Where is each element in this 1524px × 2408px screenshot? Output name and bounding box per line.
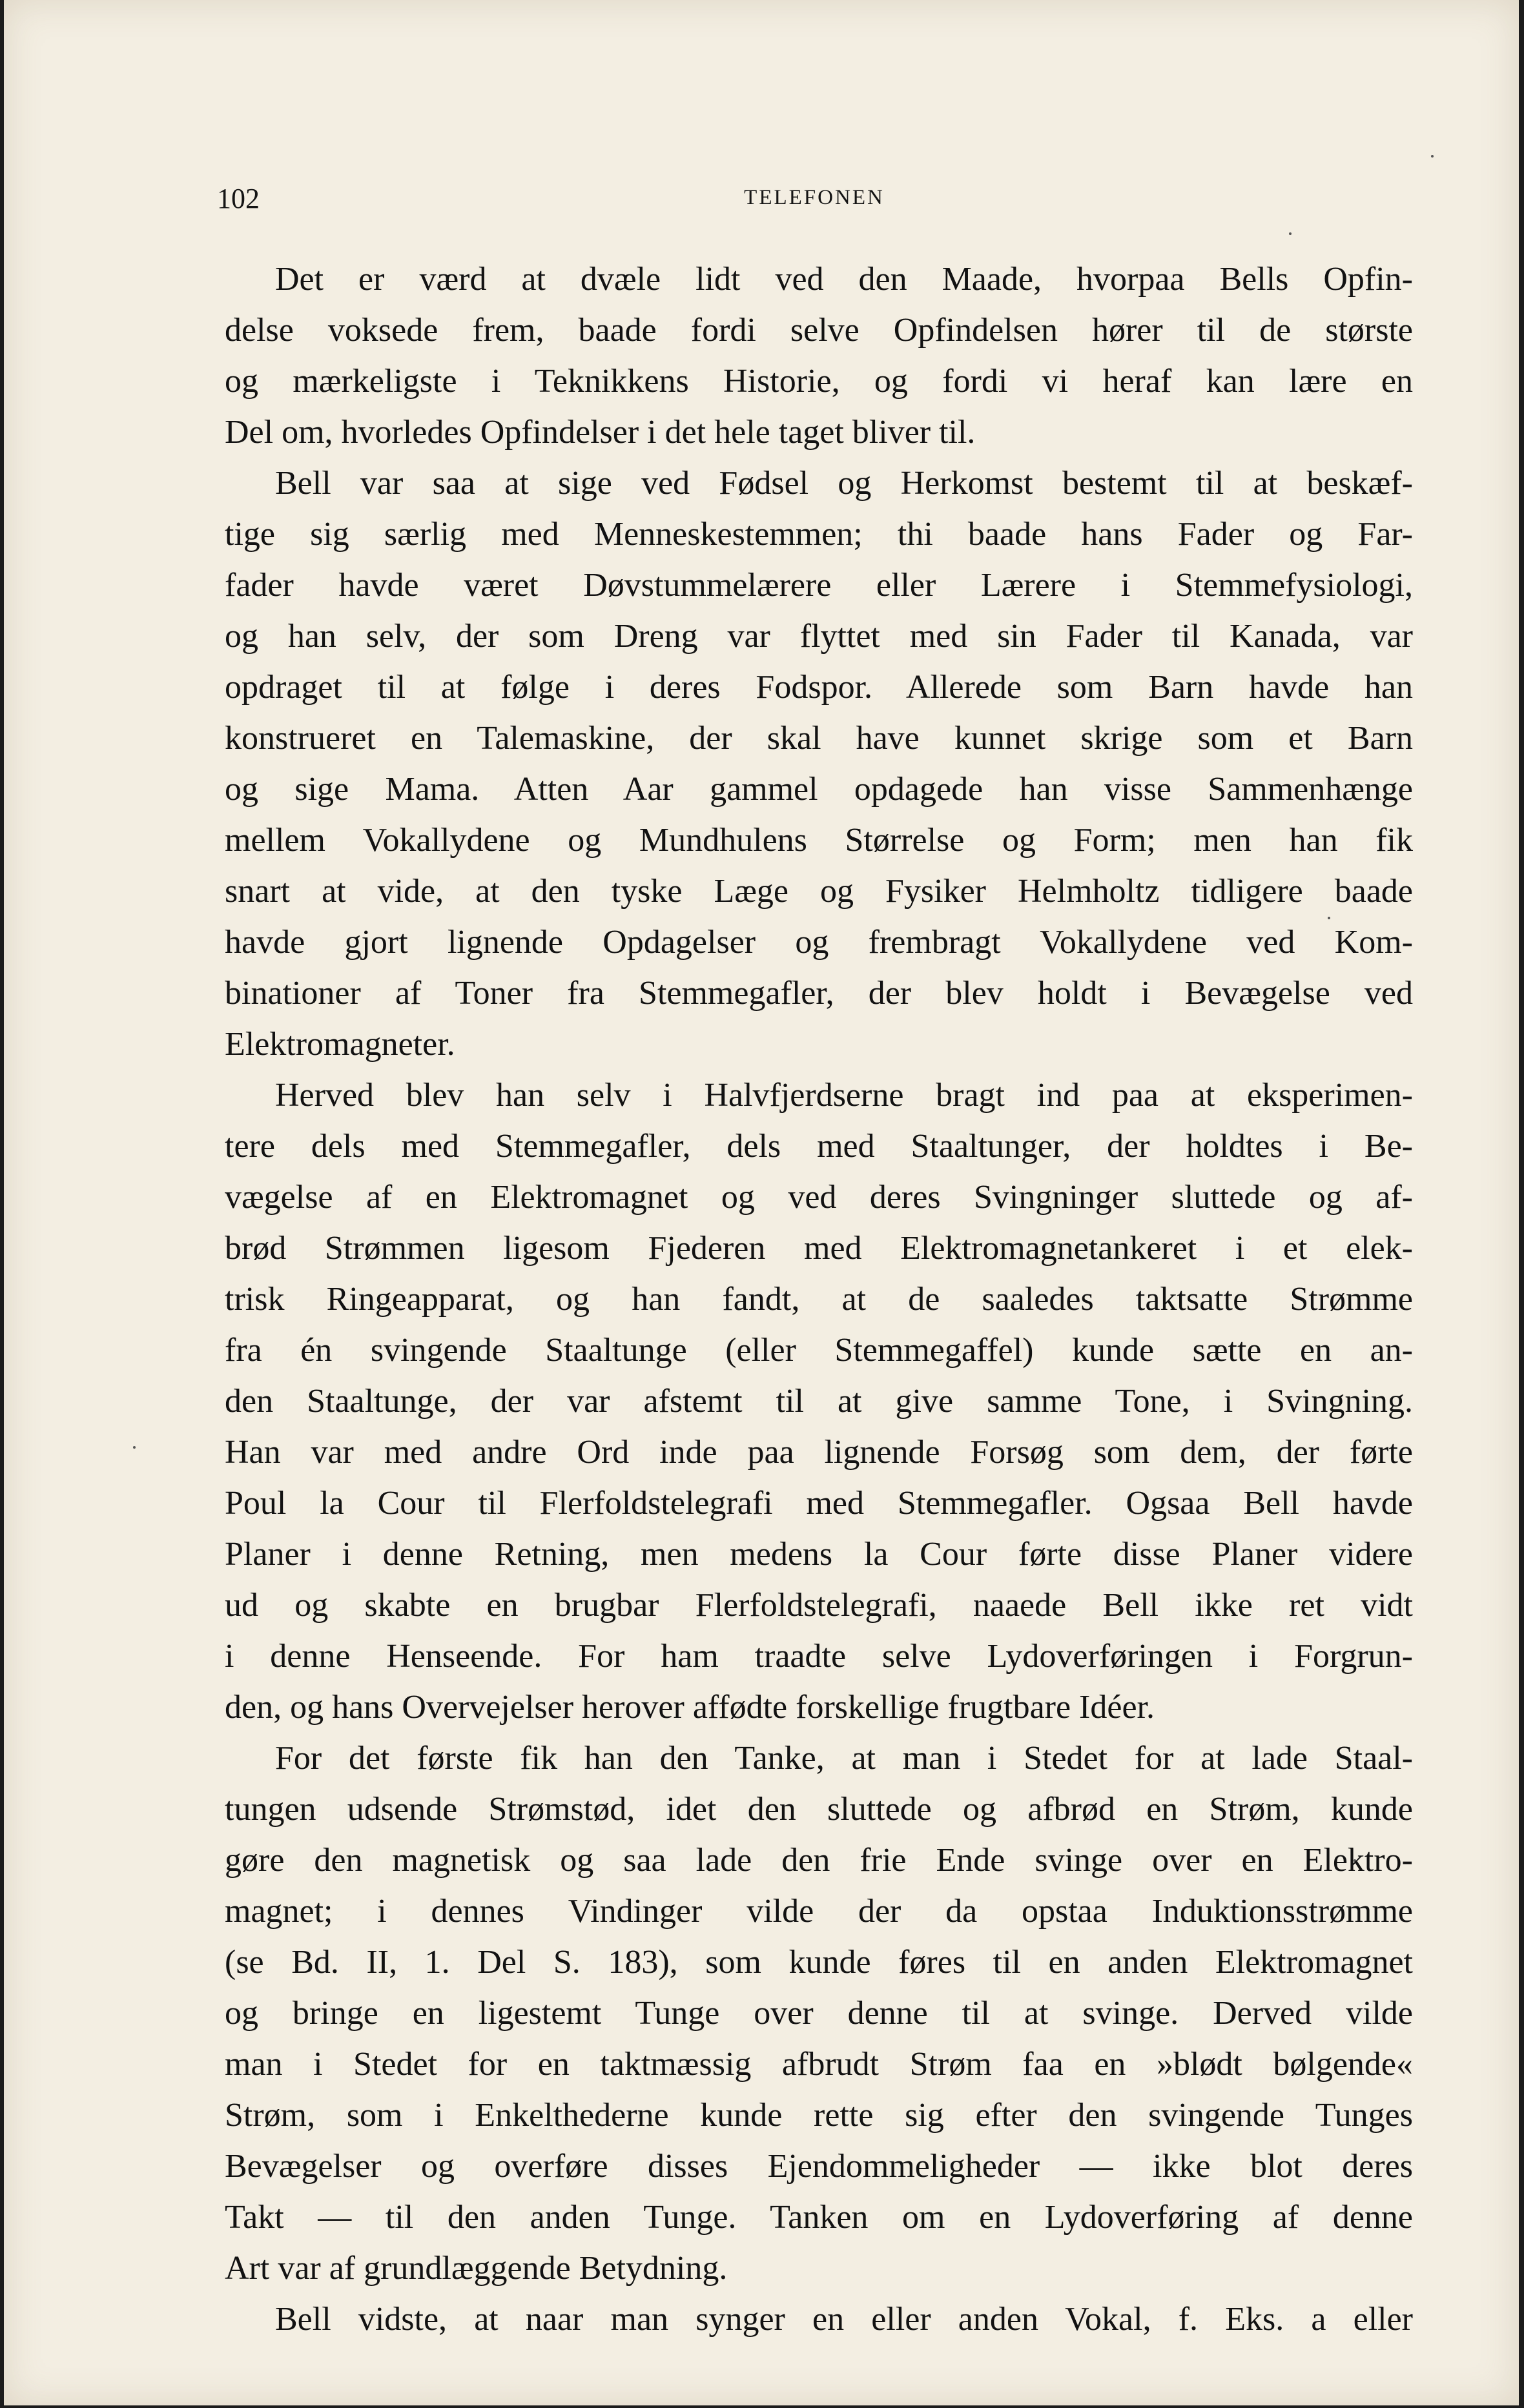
text-line: og bringe en ligestemt Tunge over denne til at svinge. Derved vilde — [225, 1995, 1413, 2032]
text-line: tere dels med Stemmegafler, dels med Staaltunger, der holdtes i Be- — [225, 1128, 1413, 1165]
text-line: i denne Henseende. For ham traadte selve Lydoverføringen i Forgrun- — [225, 1638, 1413, 1675]
text-line: fader havde været Døvstummelærere eller Lærere i Stemmefysiologi, — [225, 567, 1413, 604]
text-line: Del om, hvorledes Opfindelser i det hele taget bliver til. — [225, 414, 976, 451]
text-line: Han var med andre Ord inde paa lignende Forsøg som dem, der førte — [225, 1434, 1413, 1471]
text-line: Bell vidste, at naar man synger en eller anden Vokal, f. Eks. a eller — [275, 2301, 1413, 2338]
text-line: konstrueret en Talemaskine, der skal have kunnet skrige som et Barn — [225, 720, 1413, 757]
text-line: snart at vide, at den tyske Læge og Fysiker Helmholtz tidligere baade — [225, 873, 1413, 910]
text-line: Bevægelser og overføre disses Ejendommeligheder — ikke blot deres — [225, 2148, 1413, 2185]
text-line: man i Stedet for en taktmæssig afbrudt Strøm faa en »blødt bølgende« — [225, 2046, 1413, 2083]
text-line: brød Strømmen ligesom Fjederen med Elektromagnetankeret i et elek- — [225, 1230, 1413, 1267]
text-line: den, og hans Overvejelser herover affødte forskellige frugtbare Idéer. — [225, 1689, 1155, 1726]
page-number: 102 — [217, 183, 260, 214]
text-line: og mærkeligste i Teknikkens Historie, og fordi vi heraf kan lære en — [225, 363, 1413, 400]
text-line: Poul la Cour til Flerfoldstelegrafi med Stemmegafler. Ogsaa Bell havde — [225, 1485, 1413, 1522]
text-line: og sige Mama. Atten Aar gammel opdagede han visse Sammenhænge — [225, 771, 1413, 808]
text-line: fra én svingende Staaltunge (eller Stemmegaffel) kunde sætte en an- — [225, 1332, 1413, 1369]
text-line: Planer i denne Retning, men medens la Cour førte disse Planer videre — [225, 1536, 1413, 1573]
text-line: opdraget til at følge i deres Fodspor. Allerede som Barn havde han — [225, 669, 1413, 706]
text-line: Takt — til den anden Tunge. Tanken om en Lydoverføring af denne — [225, 2199, 1413, 2236]
text-line: Strøm, som i Enkelthederne kunde rette sig efter den svingende Tunges — [225, 2097, 1413, 2134]
text-line: magnet; i dennes Vindinger vilde der da opstaa Induktionsstrømme — [225, 1893, 1413, 1930]
text-line: Herved blev han selv i Halvfjerdserne bragt ind paa at eksperimen- — [275, 1077, 1413, 1114]
text-line: Bell var saa at sige ved Fødsel og Herkomst bestemt til at beskæf- — [275, 465, 1413, 502]
page-header — [217, 182, 1412, 221]
text-line: delse voksede frem, baade fordi selve Opfindelsen hører til de største — [225, 312, 1413, 349]
text-line: mellem Vokallydene og Mundhulens Størrelse og Form; men han fik — [225, 822, 1413, 859]
text-line: Det er værd at dvæle lidt ved den Maade, hvorpaa Bells Opfin- — [275, 261, 1413, 298]
text-line: gøre den magnetisk og saa lade den frie Ende svinge over en Elektro- — [225, 1842, 1413, 1879]
text-line: og han selv, der som Dreng var flyttet med sin Fader til Kanada, var — [225, 618, 1413, 655]
text-line: ud og skabte en brugbar Flerfoldstelegrafi, naaede Bell ikke ret vidt — [225, 1587, 1413, 1624]
paper-speck — [133, 1446, 136, 1449]
text-line: den Staaltunge, der var afstemt til at give samme Tone, i Svingning. — [225, 1383, 1413, 1420]
body-text — [225, 254, 1413, 2345]
text-line: (se Bd. II, 1. Del S. 183), som kunde føres til en anden Elektromagnet — [225, 1944, 1413, 1981]
text-line: Elektromagneter. — [225, 1026, 455, 1063]
book-page — [4, 0, 1519, 2405]
text-line: binationer af Toner fra Stemmegafler, der blev holdt i Bevægelse ved — [225, 975, 1413, 1012]
text-line: vægelse af en Elektromagnet og ved deres Svingninger sluttede og af- — [225, 1179, 1413, 1216]
text-line: For det første fik han den Tanke, at man i Stedet for at lade Staal- — [275, 1740, 1413, 1777]
running-title: TELEFONEN — [744, 186, 885, 209]
paper-speck — [1289, 232, 1292, 235]
text-line: trisk Ringeapparat, og han fandt, at de saaledes taktsatte Strømme — [225, 1281, 1413, 1318]
text-line: Art var af grundlæggende Betydning. — [225, 2250, 728, 2287]
text-line: havde gjort lignende Opdagelser og frembragt Vokallydene ved Kom- — [225, 924, 1413, 961]
text-line: tungen udsende Strømstød, idet den sluttede og afbrød en Strøm, kunde — [225, 1791, 1413, 1828]
paper-speck — [1431, 155, 1434, 158]
text-line: tige sig særlig med Menneskestemmen; thi baade hans Fader og Far- — [225, 516, 1413, 553]
